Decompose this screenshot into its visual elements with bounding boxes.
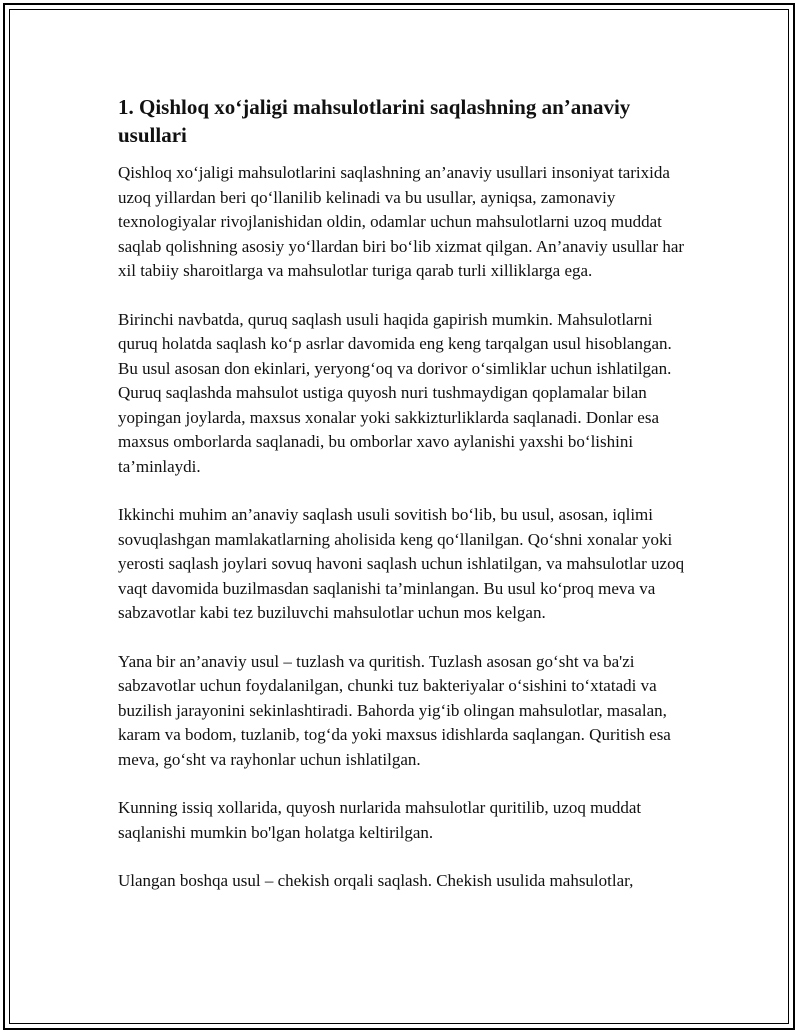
paragraph-smoking: Ulangan boshqa usul – chekish orqali saqlash. Chekish usulida mahsulotlar, [118, 871, 634, 890]
paragraph-sun-drying: Kunning issiq xollarida, quyosh nurlarida mahsulotlar quritilib, uzoq muddat saqlanishi mumkin bo'lgan holatga keltirilgan. [118, 798, 642, 842]
paragraph-intro: Qishloq xo‘jaligi mahsulotlarini saqlashning an’anaviy usullari insoniyat tarixida uzoq yillardan beri qo‘llanilib kelinadi va bu usullar, ayniqsa, zamonaviy texnologiyalar rivojlanishidan oldin, odamlar uchun mahsulotlarni uzoq muddat saqlab qolishning asosiy yo‘llardan biri bo‘lib xizmat qilgan. An’anaviy usullar har xil tabiiy sharoitlarga va mahsulotlar turiga qarab turli xilliklarga ega. [118, 163, 685, 280]
paragraph-cooling: Ikkinchi muhim an’anaviy saqlash usuli sovitish bo‘lib, bu usul, asosan, iqlimi sovuqlashgan mamlakatlarning aholisida keng qo‘llanilgan. Qo‘shni xonalar yoki yerosti saqlash joylari sovuq havoni saqlash uchun ishlatilgan, va mahsulotlar uzoq vaqt davomida buzilmasdan saqlanishi ta’minlangan. Bu usul ko‘proq meva va sabzavotlar kabi tez buziluvchi mahsulotlar uchun mos kelgan. [118, 505, 685, 622]
section-heading: 1. Qishloq xo‘jaligi mahsulotlarini saqlashning an’anaviy usullari [118, 95, 631, 147]
paragraph-dry-storage: Birinchi navbatda, quruq saqlash usuli haqida gapirish mumkin. Mahsulotlarni quruq holatda saqlash ko‘p asrlar davomida eng keng tarqalgan usul hisoblangan. Bu usul asosan don ekinlari, yeryong‘oq va dorivor o‘simliklar uchun ishlatilgan. Quruq saqlashda mahsulot ustiga quyosh nuri tushmaydigan qoplamalar bilan yopingan joylarda, maxsus xonalar yoki sakkizturliklarda saqlanadi. Donlar esa maxsus omborlarda saqlanadi, bu omborlar xavo aylanishi yaxshi bo‘lishini ta’minlaydi. [118, 309, 672, 476]
paragraph-salting-drying: Yana bir an’anaviy usul – tuzlash va quritish. Tuzlash asosan go‘sht va ba'zi sabzavotlar uchun foydalanilgan, chunki tuz bakteriyalar o‘sishini to‘xtatadi va buzilish jarayonini sekinlashtiradi. Bahorda yig‘ib olingan mahsulotlar, masalan, karam va bodom, tuzlanib, tog‘da yoki maxsus idishlarda saqlangan. Quritish esa meva, go‘sht va rayhonlar uchun ishlatilgan. [118, 651, 671, 769]
document-body [118, 93, 688, 918]
